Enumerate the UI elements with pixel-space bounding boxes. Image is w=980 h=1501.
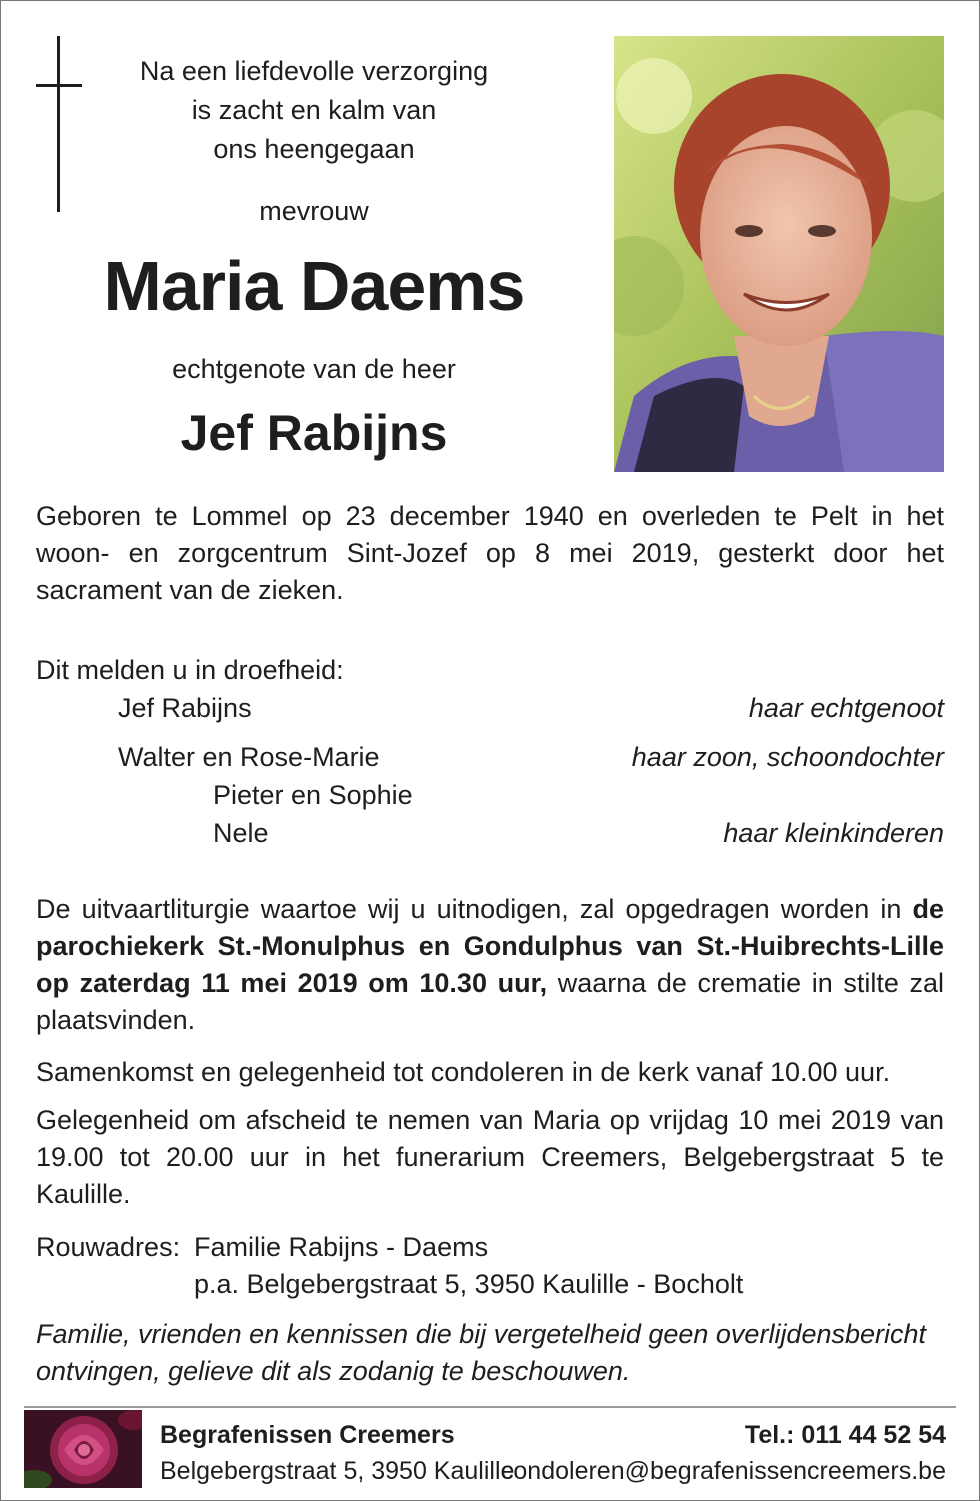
family-relation: haar zoon, schoondochter <box>631 742 944 772</box>
birth-death-text: Geboren te Lommel op 23 december 1940 en overleden te Pelt in het woon- en zorgcentrum Sint-Jozef op 8 mei 2019, gesterkt door het sacrament van de zieken. <box>36 501 944 605</box>
footer-company: Begrafenissen Creemers <box>160 1421 455 1449</box>
announce-text: Dit melden u in droefheid: <box>36 655 344 685</box>
footer-phone: Tel.: 011 44 52 54 <box>744 1421 946 1449</box>
ceremony-details: de parochiekerk St.-Monulphus en Gondulphus van St.-Huibrechts-Lille op zaterdag 11 mei 2019 om 10.30 uur, <box>36 894 944 998</box>
footer-address: Belgebergstraat 5, 3950 Kaulille <box>160 1457 515 1485</box>
spouse-intro: echtgenote van de heer <box>172 354 456 384</box>
spouse-name: Jef Rabijns <box>180 405 448 461</box>
ceremony-outro: waarna de crematie in stilte zal plaatsvinden. <box>36 968 945 1035</box>
intro-line: ons heengegaan <box>213 134 415 164</box>
family-row <box>36 777 944 814</box>
intro-line: is zacht en kalm van <box>191 95 437 125</box>
family-member-name: Pieter en Sophie <box>213 780 413 810</box>
ceremony-text <box>36 891 944 1039</box>
intro-text <box>36 52 592 169</box>
portrait-photo <box>614 36 944 472</box>
family-relation: haar echtgenoot <box>748 693 944 723</box>
family-relation: haar kleinkinderen <box>723 818 944 848</box>
mourning-address <box>36 1229 180 1266</box>
family-row <box>36 815 944 852</box>
family-row <box>36 690 944 727</box>
gathering-text: Samenkomst en gelegenheid tot condoleren in de kerk vanaf 10.00 uur. <box>36 1057 891 1087</box>
intro-line: Na een liefdevolle verzorging <box>139 56 489 86</box>
footer-email-link[interactable]: condoleren@begrafenissencreemers.be <box>500 1457 946 1485</box>
family-member-name: Jef Rabijns <box>118 693 252 723</box>
rose-icon <box>24 1410 142 1488</box>
closing-note: Familie, vrienden en kennissen die bij vergetelheid geen overlijdensbericht ontvingen, gelieve dit als zodanig te beschouwen. <box>36 1319 927 1386</box>
honorific: mevrouw <box>259 196 369 226</box>
mourning-address-line1: Familie Rabijns - Daems <box>194 1232 489 1262</box>
ceremony-intro: De uitvaartliturgie waartoe wij u uitnodigen, zal opgedragen worden in <box>36 894 913 924</box>
family-member-name: Walter en Rose-Marie <box>118 742 380 772</box>
deceased-name: Maria Daems <box>103 247 525 325</box>
mourning-address-line2: p.a. Belgebergstraat 5, 3950 Kaulille - Bocholt <box>194 1269 744 1299</box>
family-member-name: Nele <box>213 818 269 848</box>
farewell-text: Gelegenheid om afscheid te nemen van Maria op vrijdag 10 mei 2019 van 19.00 tot 20.00 uur in het funerarium Creemers, Belgebergstraat 5 te Kaulille. <box>36 1105 944 1209</box>
family-row <box>36 739 944 776</box>
mourning-address-label: Rouwadres: <box>36 1232 181 1262</box>
footer-divider <box>24 1406 956 1408</box>
